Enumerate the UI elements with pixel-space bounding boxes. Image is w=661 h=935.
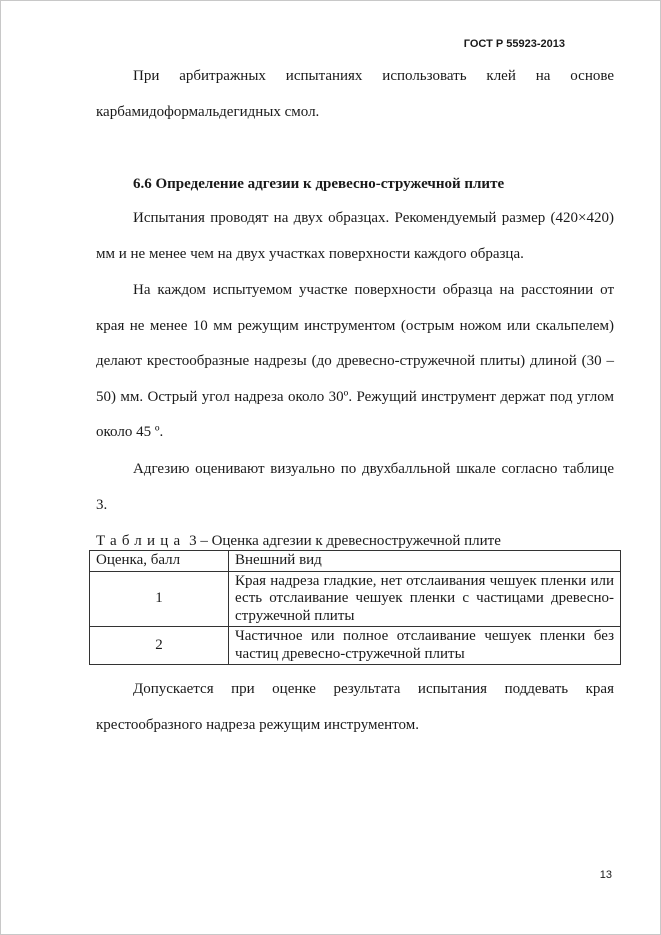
table-caption-prefix: Таблица bbox=[96, 533, 186, 549]
paragraph-arbitration: При арбитражных испытаниях использовать клей на основе карбамидоформальдегидных смол. bbox=[96, 68, 614, 120]
table-header-row bbox=[90, 551, 621, 572]
section-heading: 6.6 Определение адгезии к древесно-стружечной плите bbox=[133, 176, 505, 192]
description-cell: Частичное или полное отслаивание чешуек пленки без частиц древесно-стружечной плиты bbox=[229, 627, 621, 665]
paragraph-samples: Испытания проводят на двух образцах. Рекомендуемый размер (420×420) мм и не менее чем на двух участках поверхности каждого образца. bbox=[96, 210, 614, 262]
standard-code: ГОСТ Р 55923-2013 bbox=[463, 38, 565, 50]
score-cell: 1 bbox=[90, 571, 229, 627]
adhesion-rating-table bbox=[89, 550, 621, 665]
score-cell: 2 bbox=[90, 627, 229, 665]
table-row bbox=[90, 571, 621, 627]
paragraph-evaluation: Адгезию оценивают визуально по двухбалльной шкале согласно таблице 3. bbox=[96, 461, 614, 513]
paragraph-allowance: Допускается при оценке результата испытания поддевать края крестообразного надреза режущим инструментом. bbox=[96, 681, 614, 733]
table-row bbox=[90, 627, 621, 665]
column-header-score: Оценка, балл bbox=[90, 551, 229, 572]
page-number: 13 bbox=[599, 869, 612, 881]
paragraph-procedure: На каждом испытуемом участке поверхности образца на расстоянии от края не менее 10 мм режущим инструментом (острым ножом или скальпелем) делают крестообразные надрезы (до древесно-стружечной плиты) длиной (30 – 50) мм. Острый угол надреза около 30º. Режущий инструмент держат под углом около 45 º. bbox=[96, 282, 614, 440]
table-caption-title: 3 – Оценка адгезии к древесностружечной плите bbox=[189, 533, 501, 549]
column-header-appearance: Внешний вид bbox=[229, 551, 621, 572]
table-caption bbox=[96, 532, 501, 550]
description-cell: Края надреза гладкие, нет отслаивания чешуек пленки или есть отслаивание чешуек пленки с частицами древесно-стружечной плиты bbox=[229, 571, 621, 627]
